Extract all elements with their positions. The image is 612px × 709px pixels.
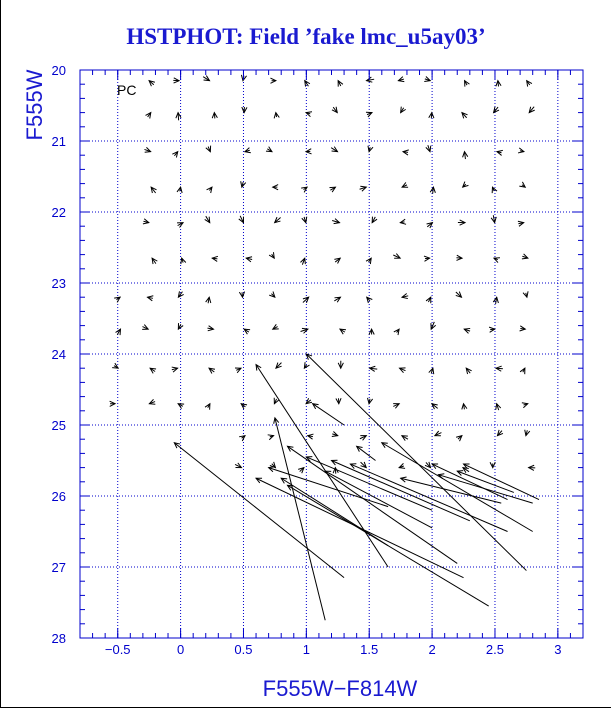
arrow-head	[306, 112, 312, 117]
arrow-head	[465, 81, 470, 87]
short-vector	[518, 148, 524, 153]
short-vector	[212, 256, 218, 261]
long-vector	[313, 404, 344, 425]
arrow-head	[235, 368, 241, 373]
y-tick-label: 21	[51, 134, 66, 149]
short-vector	[464, 328, 470, 333]
short-vector	[367, 77, 375, 82]
short-vector	[205, 216, 210, 222]
arrow-head	[497, 150, 503, 155]
arrow-shaft	[174, 443, 344, 578]
short-vector	[394, 329, 399, 335]
short-vector	[301, 187, 307, 192]
y-tick-label: 24	[51, 347, 66, 362]
pc-annotation: PC	[117, 82, 137, 98]
short-vector	[463, 468, 469, 473]
short-vector	[172, 152, 177, 158]
arrow-head	[245, 148, 251, 153]
short-vector	[150, 368, 156, 373]
axes	[52, 63, 583, 657]
short-vector	[424, 256, 430, 261]
short-vector	[340, 329, 346, 334]
y-axis-label: F555W	[22, 69, 47, 141]
short-vector	[152, 258, 157, 264]
short-vector	[172, 367, 178, 372]
short-vector	[151, 187, 156, 193]
x-tick-label: 2	[428, 642, 436, 657]
short-vector	[276, 363, 282, 369]
short-vector	[181, 258, 186, 264]
short-vector	[112, 363, 118, 368]
short-vector	[370, 366, 378, 371]
short-vector	[402, 182, 408, 187]
short-vector	[209, 368, 215, 373]
short-vector	[239, 216, 244, 223]
short-vector	[148, 296, 154, 301]
short-vector	[494, 107, 499, 113]
arrow-head	[401, 107, 406, 113]
short-vector	[338, 361, 343, 368]
short-vector	[529, 465, 536, 470]
arrow-head	[520, 368, 525, 374]
short-vector	[304, 362, 309, 368]
short-vector	[334, 258, 340, 263]
arrow-head	[205, 404, 210, 410]
short-vector	[456, 292, 462, 298]
short-vector	[494, 258, 500, 263]
short-vector	[432, 404, 438, 409]
short-vector	[466, 368, 471, 374]
short-vector	[429, 368, 434, 374]
short-vector	[306, 149, 312, 154]
short-vector	[497, 150, 503, 155]
short-vector	[110, 401, 115, 406]
short-vector	[462, 113, 468, 119]
short-vector	[360, 186, 367, 191]
short-vector	[522, 254, 528, 259]
short-vector	[246, 257, 252, 262]
short-vector	[244, 329, 250, 334]
arrow-shaft	[275, 418, 325, 620]
arrow-shaft	[464, 464, 539, 500]
short-vector	[458, 220, 465, 225]
short-vector	[205, 404, 210, 410]
short-vector	[403, 150, 409, 155]
short-vector	[430, 187, 435, 194]
x-axis-label: F555W−F814W	[262, 676, 418, 701]
grid-lines	[80, 70, 583, 638]
short-vector	[241, 75, 246, 81]
x-tick-label: −0.5	[104, 642, 131, 657]
long-vector	[256, 365, 388, 567]
arrow-head	[399, 463, 405, 468]
short-vector	[360, 436, 366, 441]
short-vector	[270, 78, 275, 83]
short-vector	[519, 182, 525, 187]
short-vector	[239, 292, 244, 298]
arrow-shaft	[269, 468, 388, 507]
arrow-head	[281, 478, 287, 483]
short-vector	[245, 148, 251, 153]
short-vector	[275, 217, 281, 223]
short-vector	[426, 297, 431, 303]
y-tick-label: 28	[51, 631, 66, 646]
y-tick-label: 23	[51, 276, 66, 291]
short-vector	[242, 107, 247, 113]
short-vector	[143, 219, 149, 224]
arrow-head	[181, 258, 186, 264]
arrow-head	[273, 324, 279, 329]
short-vector	[529, 107, 534, 113]
short-vector	[273, 324, 279, 329]
short-vector	[462, 404, 467, 410]
short-vector	[332, 219, 339, 224]
short-vector	[203, 76, 209, 81]
short-vector	[334, 297, 340, 302]
short-vector	[308, 434, 314, 439]
long-vector	[438, 474, 532, 503]
chart-title: HSTPHOT: Field ’fake lmc_u5ay03’	[126, 24, 486, 49]
y-tick-label: 27	[51, 560, 66, 575]
short-vector	[301, 328, 308, 333]
arrow-head	[494, 258, 500, 263]
arrow-head	[304, 362, 309, 368]
x-tick-label: 0	[176, 642, 185, 657]
short-vector	[518, 221, 524, 226]
short-vector	[338, 81, 343, 87]
y-tick-label: 26	[51, 489, 66, 504]
y-tick-label: 20	[51, 63, 66, 78]
short-vector	[149, 81, 155, 87]
short-vector	[520, 326, 526, 331]
short-vector	[520, 368, 525, 374]
arrow-head	[256, 365, 261, 371]
short-vector	[303, 297, 309, 303]
arrow-head	[368, 146, 373, 152]
short-vector	[177, 187, 182, 193]
short-vector	[400, 368, 406, 373]
short-vector	[493, 297, 498, 304]
short-vector	[206, 146, 211, 152]
short-vector	[367, 297, 373, 303]
x-tick-label: 2.5	[485, 642, 505, 657]
short-vector	[400, 219, 406, 224]
arrow-head	[402, 182, 408, 187]
long-vector	[464, 464, 539, 500]
error-vectors	[110, 75, 539, 620]
arrow-head	[305, 81, 310, 87]
short-vector	[239, 436, 245, 441]
short-vector	[366, 258, 371, 264]
short-vector	[456, 255, 462, 260]
short-vector	[424, 76, 430, 81]
arrow-head	[244, 329, 250, 334]
short-vector	[142, 325, 148, 330]
short-vector	[401, 107, 406, 113]
short-vector	[372, 217, 377, 223]
short-vector	[149, 399, 155, 404]
short-vector	[393, 404, 399, 409]
short-vector	[527, 81, 532, 87]
x-tick-label: 0.5	[234, 642, 253, 657]
arrow-shaft	[313, 404, 344, 425]
short-vector	[273, 185, 278, 190]
short-vector	[331, 147, 337, 152]
short-vector	[393, 254, 400, 259]
short-vector	[361, 462, 367, 468]
short-vector	[456, 436, 462, 442]
short-vector	[176, 113, 181, 121]
y-tick-label: 25	[51, 418, 66, 433]
arrow-head	[522, 403, 528, 408]
arrow-head	[269, 252, 274, 258]
short-vector	[496, 81, 501, 87]
arrow-head	[518, 148, 524, 153]
short-vector	[173, 78, 179, 83]
short-vector	[497, 430, 503, 436]
y-tick-label: 22	[51, 205, 66, 220]
arrow-shaft	[306, 354, 526, 571]
short-vector	[402, 293, 408, 298]
short-vector	[429, 113, 434, 119]
short-vector	[178, 404, 184, 409]
short-vector	[368, 398, 373, 404]
arrow-head	[178, 404, 184, 409]
short-vector	[235, 368, 241, 373]
short-vector	[435, 431, 442, 436]
short-vector	[177, 223, 183, 228]
short-vector	[332, 432, 338, 437]
short-vector	[465, 81, 470, 87]
arrow-head	[266, 147, 272, 152]
arrow-head	[150, 368, 156, 373]
short-vector	[269, 252, 274, 258]
short-vector	[522, 403, 528, 408]
short-vector	[306, 112, 312, 117]
short-vector	[496, 366, 503, 371]
short-vector	[241, 404, 247, 409]
x-tick-label: 1.5	[360, 642, 379, 657]
short-vector	[489, 327, 495, 332]
short-vector	[146, 113, 151, 119]
short-vector	[298, 468, 304, 474]
arrow-shaft	[357, 446, 376, 460]
long-vector	[274, 418, 326, 620]
short-vector	[425, 462, 431, 468]
short-vector	[306, 398, 312, 403]
short-vector	[399, 463, 405, 468]
arrow-head	[523, 291, 528, 297]
short-vector	[402, 436, 408, 441]
short-vector	[268, 435, 274, 440]
short-vector	[300, 258, 305, 265]
short-vector	[212, 113, 217, 119]
short-vector	[336, 398, 341, 404]
short-vector	[525, 430, 530, 436]
short-vector	[235, 463, 241, 468]
short-vector	[266, 147, 272, 152]
short-vector	[206, 297, 211, 303]
short-vector	[274, 113, 279, 119]
short-vector	[368, 146, 373, 152]
arrow-shaft	[256, 365, 388, 567]
short-vector	[329, 187, 335, 192]
short-vector	[463, 182, 469, 188]
short-vector	[369, 329, 374, 334]
short-vector	[114, 297, 120, 302]
arrow-head	[204, 76, 210, 81]
arrow-head	[205, 217, 210, 223]
long-vector	[401, 477, 502, 503]
short-vector	[463, 152, 468, 159]
short-vector	[332, 107, 337, 113]
short-vector	[207, 187, 212, 193]
arrow-head	[112, 363, 118, 368]
arrow-head	[334, 297, 340, 302]
short-vector	[427, 223, 433, 228]
short-vector	[144, 147, 150, 152]
short-vector	[426, 145, 431, 151]
arrow-head	[426, 297, 431, 303]
short-vector	[269, 291, 275, 297]
x-tick-label: 1	[302, 642, 310, 657]
short-vector	[207, 326, 213, 331]
x-tick-label: 3	[554, 642, 562, 657]
arrow-head	[268, 435, 274, 440]
short-vector	[491, 215, 496, 222]
short-vector	[496, 404, 501, 410]
long-vector	[357, 446, 376, 460]
short-vector	[398, 77, 404, 82]
short-vector	[305, 81, 310, 87]
short-vector	[523, 291, 528, 297]
short-vector	[116, 329, 121, 335]
long-vector	[174, 443, 344, 578]
long-vector	[306, 354, 526, 571]
